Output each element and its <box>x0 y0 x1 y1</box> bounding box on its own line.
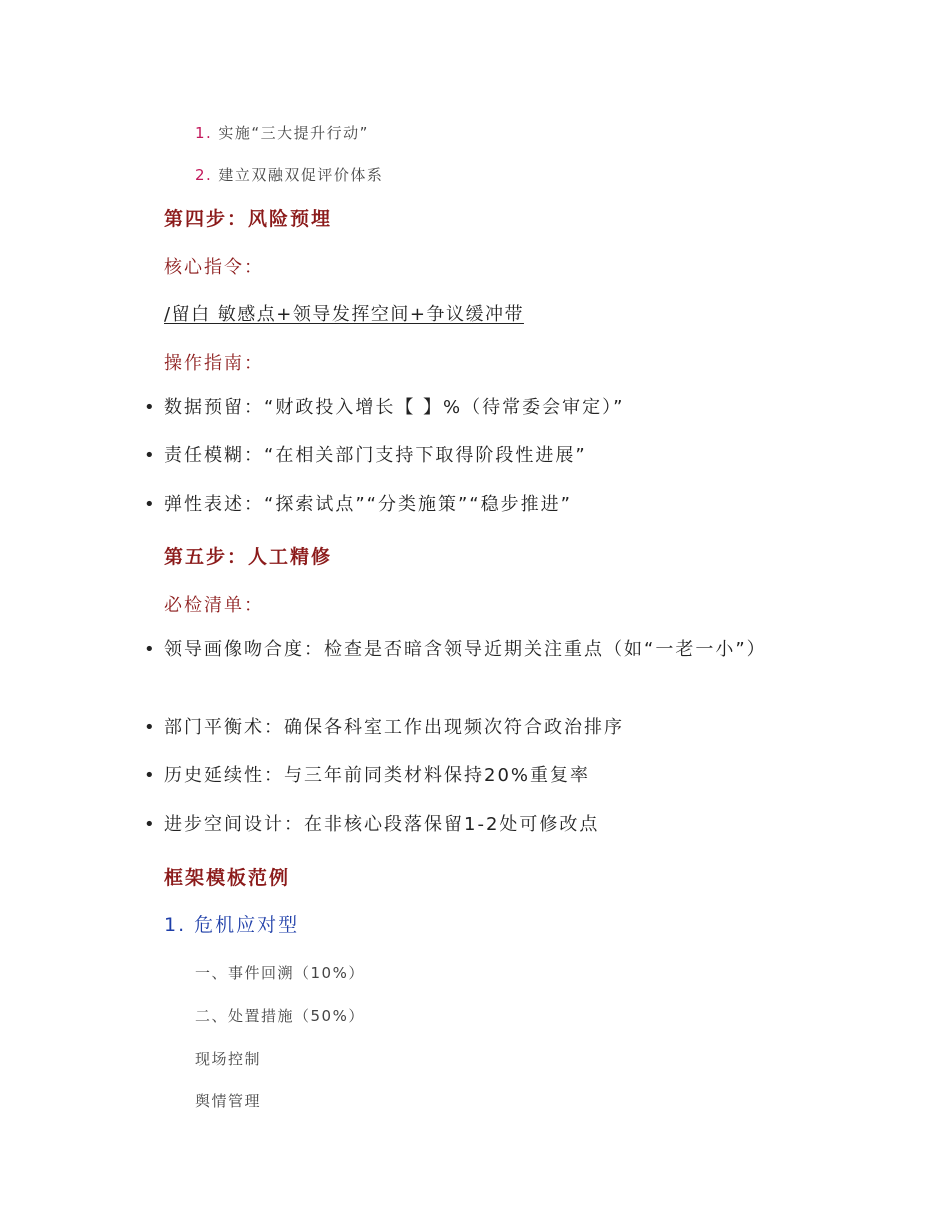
template-heading: 框架模板范例 <box>164 867 291 889</box>
item-number: 1. <box>195 124 213 142</box>
list-item-text: 领导画像吻合度：检查是否暗含领导近期关注重点（如“一老一小”） <box>164 639 767 660</box>
list-item <box>144 810 789 840</box>
template-item: 一、事件回溯（10%） <box>195 964 365 982</box>
operation-guide-label: 操作指南： <box>164 353 264 374</box>
list-item <box>144 713 789 743</box>
item-number: 2. <box>195 166 213 184</box>
step4-heading: 第四步：风险预埋 <box>164 208 333 230</box>
template-type-title: 1. 危机应对型 <box>164 914 300 936</box>
bullet-icon: • <box>144 765 157 786</box>
list-item-text: 历史延续性：与三年前同类材料保持20%重复率 <box>164 765 591 786</box>
list-item-text: 部门平衡术：确保各科室工作出现频次符合政治排序 <box>164 717 624 738</box>
core-instruction-text: /留白 敏感点+领导发挥空间+争议缓冲带 <box>164 304 524 325</box>
numbered-item <box>195 164 383 185</box>
core-instruction-label: 核心指令： <box>164 257 264 278</box>
bullet-icon: • <box>144 814 157 835</box>
list-item <box>144 761 789 791</box>
list-item <box>144 490 789 520</box>
list-item <box>144 635 789 665</box>
list-item-text: 责任模糊：“在相关部门支持下取得阶段性进展” <box>164 445 587 466</box>
bullet-icon: • <box>144 639 157 660</box>
item-text: 实施“三大提升行动” <box>218 124 369 142</box>
template-item: 现场控制 <box>195 1050 262 1068</box>
checklist-label: 必检清单： <box>164 595 264 616</box>
item-text: 建立双融双促评价体系 <box>218 166 384 184</box>
numbered-item <box>195 122 369 143</box>
bullet-icon: • <box>144 717 157 738</box>
template-item: 二、处置措施（50%） <box>195 1007 365 1025</box>
list-item <box>144 441 789 471</box>
list-item-text: 数据预留：“财政投入增长【 】%（待常委会审定）” <box>164 397 625 418</box>
bullet-icon: • <box>144 397 157 418</box>
bullet-icon: • <box>144 445 157 466</box>
list-item <box>144 393 789 423</box>
bullet-icon: • <box>144 494 157 515</box>
template-item: 舆情管理 <box>195 1092 262 1110</box>
step5-heading: 第五步：人工精修 <box>164 546 333 568</box>
list-item-text: 弹性表述：“探索试点”“分类施策”“稳步推进” <box>164 494 572 515</box>
list-item-text: 进步空间设计：在非核心段落保留1-2处可修改点 <box>164 814 600 835</box>
